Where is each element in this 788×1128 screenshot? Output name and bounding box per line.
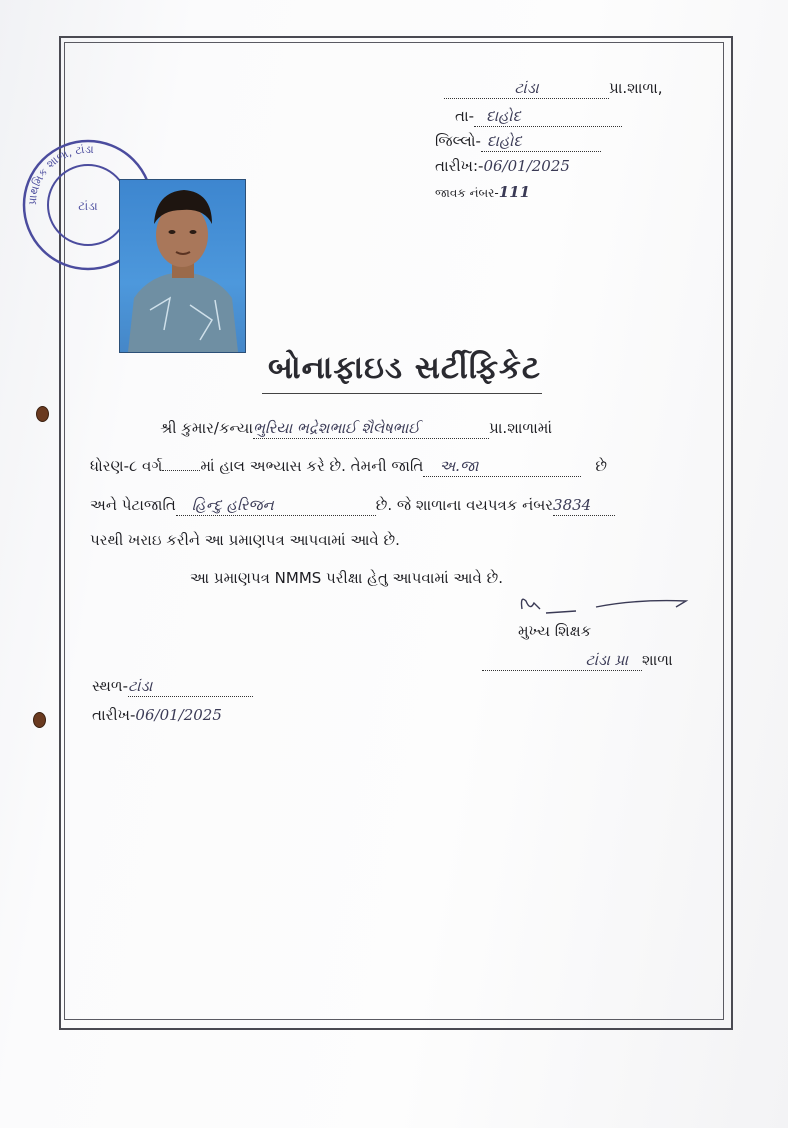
header-outward-line [435,182,530,203]
svg-text:પ્રાથમિક શાળા, ટાંડા [26,143,94,205]
footer-date-value: 06/01/2025 [135,706,222,724]
header-date-value: 06/01/2025 [483,157,570,175]
district-value: દાહોદ [486,132,522,150]
caste-value: અ.જા [439,457,479,475]
signature-school-line [482,650,673,671]
standard-label: ધોરણ-૮ વર્ગ [90,457,163,475]
school-name-value: ટાંડા [514,79,539,97]
body-line-2 [90,456,607,477]
header-district-line [435,131,601,152]
place-label: સ્થળ- [92,677,129,695]
student-name-value: ભુરિયા ભદ્રેશભાઈ શૈલેષભાઈ [253,419,420,437]
title-underline [262,393,542,394]
body-line-1 [160,418,552,439]
footer-place-line [92,676,253,697]
register-number-value: 3834 [553,496,592,514]
punch-hole-top [36,406,49,422]
school-suffix-1: પ્રા.શાળામાં [489,419,553,437]
certificate-title: બોનાફાઇડ સર્ટીફિકેટ [268,350,541,386]
punch-hole-bottom [33,712,46,728]
stamp-center-text: ટાંડા [78,199,98,213]
kumar-kanya-label: શ્રી કુમાર/કન્યા [160,419,254,437]
headmaster-signature [516,587,691,617]
taluka-label: તા- [455,107,475,125]
header-taluka-line [455,106,622,127]
footer-date-label: તારીખ- [92,706,136,724]
school-suffix: પ્રા.શાળા, [609,79,663,97]
outward-label: જાવક નંબર- [435,186,499,200]
signature-school-suffix: શાળા [642,651,673,669]
header-date-line [435,156,570,176]
header-date-label: તારીખ:- [435,157,484,175]
body-line-5: આ પ્રમાણપત્ર NMMS પરીક્ષા હેતુ આપવામાં આવે છે. [190,569,503,587]
headmaster-role: મુખ્ય શિક્ષક [518,622,592,640]
subcaste-value: હિન્દુ હરિજન [191,496,274,514]
taluka-value: દાહોદ [486,107,521,125]
register-text: છે. જે શાળાના વયપત્રક નંબર [375,496,554,514]
header-school-line [444,78,663,99]
footer-date-line [92,705,222,725]
signature-school-value: ટાંડા પ્રા [585,651,628,669]
stamp-ring-text: પ્રાથમિક શાળા, ટાંડા [25,142,94,206]
body-line-4: પરથી ખરાઇ કરીને આ પ્રમાણપત્ર આપવામાં આવે છે. [90,531,400,549]
student-photo [119,179,246,353]
subcaste-label: અને પેટાજાતિ [90,496,176,514]
studying-text: માં હાલ અભ્યાસ કરે છે. તેમની જાતિ [200,457,424,475]
body-line-3 [90,495,615,516]
line-end-che: છે [595,457,607,475]
district-label: જિલ્લો- [435,132,481,150]
place-value: ટાંડા [128,677,153,695]
outward-value: 111 [498,183,531,201]
